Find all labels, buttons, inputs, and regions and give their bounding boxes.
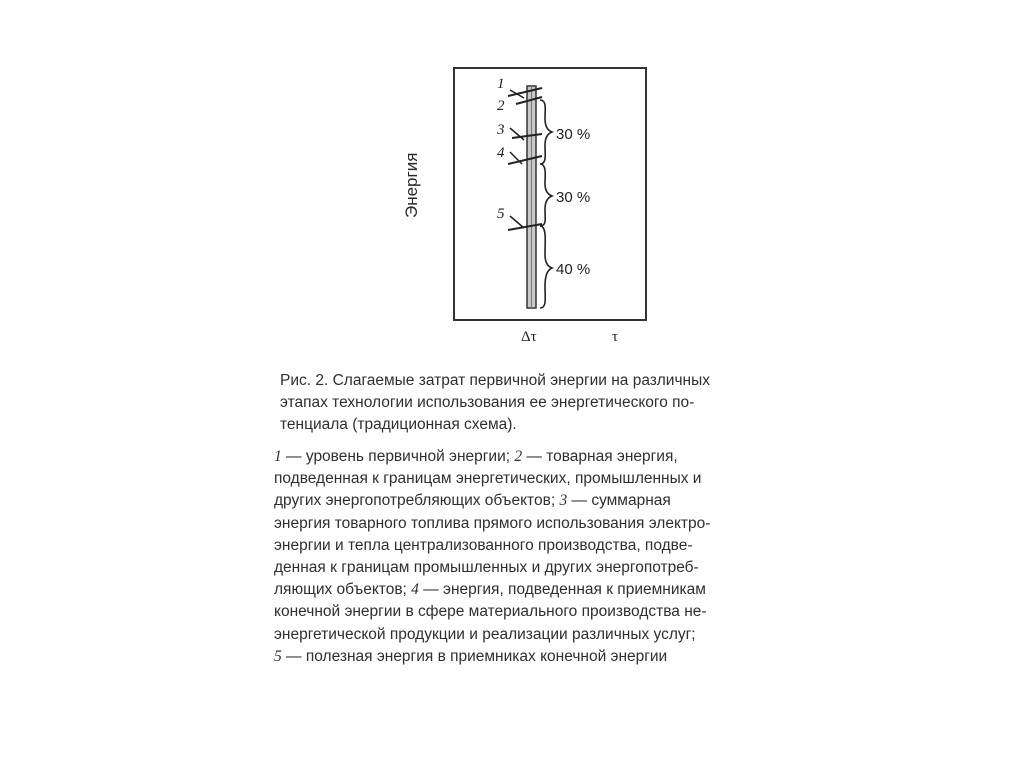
legend-text: — уровень первичной энергии; xyxy=(281,448,515,465)
brace-30-middle xyxy=(540,164,552,226)
brace-40-bottom xyxy=(540,226,552,308)
legend-num: 1 xyxy=(274,448,282,465)
legend-text: других энергопотребляющих объектов; xyxy=(274,492,560,510)
caption-line: Рис. 2. Слагаемые затрат первичной энергии на различных xyxy=(280,372,710,389)
legend-line xyxy=(274,490,784,512)
level-mark-5 xyxy=(508,224,542,230)
legend-line xyxy=(274,557,784,579)
legend-num: 2 xyxy=(514,448,523,465)
legend-line xyxy=(274,579,784,601)
legend-num: 5 xyxy=(274,647,282,665)
level-mark-4 xyxy=(508,156,542,164)
level-label-4: 4 xyxy=(497,145,505,161)
legend-text: денная к границам промышленных и других энергопотреб- xyxy=(274,559,699,577)
legend-text: — полезная энергия в приемниках конечной энергии xyxy=(281,647,668,665)
legend-line xyxy=(274,513,784,535)
figure-energy-diagram xyxy=(400,60,660,360)
legend-text: — суммарная xyxy=(567,492,671,510)
page: Энергия 1 2 3 4 5 30 % 30 % 40 % Δτ τ Рис. 2. Слагаемые затрат первичной энергии на различных этапах технологии использования ее энергетического по- тенциала (традиционная схема). 1 — уровень первичной энергии; 2 — товарная энергия, подведенная к границам энергетических, промышленных и других энергопотребляющих объектов; 3 — суммарная энергия товарного топлива прямого использования электро- энергии и тепла централизованного производства, подве- денная к границам промышленных и других энергопотреб- ляющих объектов; 4 — энергия, подведенная к приемникам конечной энергии в сфере материального производства не- энергетической продукции и реализации различных услуг; 5 — полезная энергия в приемниках конечной энергии xyxy=(0,0,1024,767)
legend-text: энергии и тепла централизованного производства, подве- xyxy=(274,536,693,554)
legend-text: — товарная энергия, xyxy=(522,448,678,465)
legend-text: конечной энергии в сфере материального производства не- xyxy=(274,603,707,621)
legend-text: ляющих объектов; xyxy=(274,581,412,599)
level-label-1: 1 xyxy=(497,76,505,92)
legend-line xyxy=(274,646,784,668)
legend-line xyxy=(274,624,784,646)
bracket-label-bottom: 40 % xyxy=(556,261,591,278)
legend-num: 3 xyxy=(559,492,568,510)
figure-caption xyxy=(280,370,780,436)
legend-text: подведенная к границам энергетических, промышленных и xyxy=(274,470,702,488)
brace-30-top xyxy=(540,100,552,164)
diagram-frame xyxy=(454,68,646,320)
legend-text: энергетической продукции и реализации различных услуг; xyxy=(274,625,696,643)
caption-line: этапах технологии использования ее энергетического по- xyxy=(280,394,695,411)
level-label-3: 3 xyxy=(497,122,505,138)
diagram-svg xyxy=(400,60,660,360)
bracket-label-middle: 30 % xyxy=(556,189,591,206)
legend-text: — энергия, подведенная к приемникам xyxy=(418,581,706,599)
x-tick-delta-tau: Δτ xyxy=(521,329,537,345)
legend-line xyxy=(274,468,784,490)
figure-legend xyxy=(274,446,784,668)
x-tick-tau: τ xyxy=(612,329,619,345)
level-label-5: 5 xyxy=(497,206,505,222)
legend-line xyxy=(274,535,784,557)
legend-num: 4 xyxy=(411,581,419,599)
caption-line: тенциала (традиционная схема). xyxy=(280,416,517,433)
bracket-label-top: 30 % xyxy=(556,126,591,143)
label-tick-1 xyxy=(510,90,524,98)
level-label-2: 2 xyxy=(497,98,505,114)
legend-line xyxy=(274,601,784,623)
legend-text: энергия товарного топлива прямого использования электро- xyxy=(274,514,711,532)
legend-line xyxy=(274,446,784,468)
label-tick-5 xyxy=(510,216,524,228)
